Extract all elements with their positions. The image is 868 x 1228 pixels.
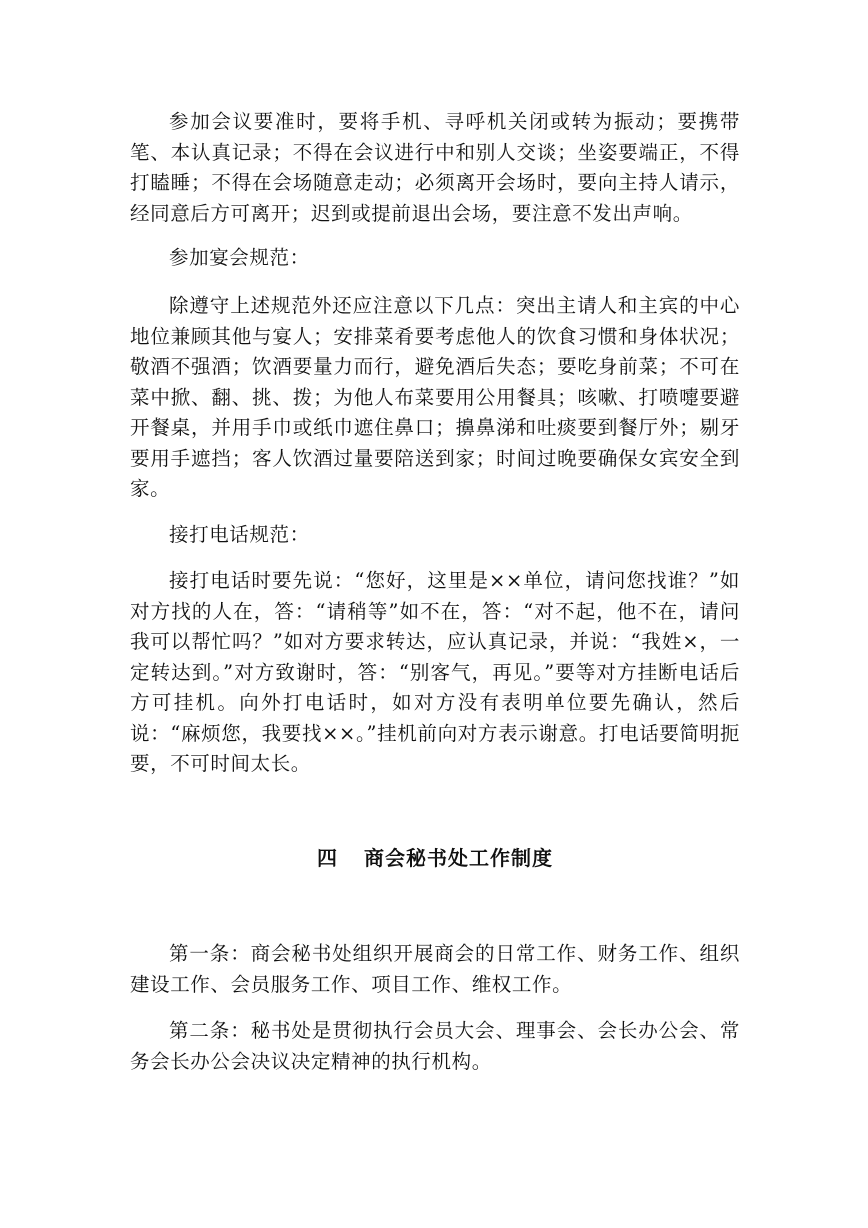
paragraph-banquet-title: 参加宴会规范：	[169, 246, 310, 269]
paragraph-phone-title: 接打电话规范：	[169, 523, 310, 546]
section-number: 四	[317, 846, 338, 870]
section-title: 商会秘书处工作制度	[364, 846, 553, 870]
paragraph-banquet-rules: 除遵守上述规范外还应注意以下几点：突出主请人和主宾的中心地位兼顾其他与宴人；安排菜肴要考虑他人的饮食习惯和身体状况；敬酒不强酒；饮酒要量力而行，避免酒后失态；要吃身前菜；不可在菜中掀、翻、挑、拨；为他人布菜要用公用餐具；咳嗽、打喷嚏要避开餐桌，并用手巾或纸巾遮住鼻口；擤鼻涕和吐痰要到餐厅外；剔牙要用手遮挡；客人饮酒过量要陪送到家；时间过晚要确保女宾安全到家。	[130, 294, 740, 500]
paragraph-article-1: 第一条：商会秘书处组织开展商会的日常工作、财务工作、组织建设工作、会员服务工作、项目工作、维权工作。	[130, 942, 740, 996]
section-heading	[130, 843, 740, 873]
paragraph-article-2: 第二条：秘书处是贯彻执行会员大会、理事会、会长办公会、常务会长办公会决议决定精神的执行机构。	[130, 1019, 740, 1073]
paragraph-meeting-rules: 参加会议要准时，要将手机、寻呼机关闭或转为振动；要携带笔、本认真记录；不得在会议进行中和别人交谈；坐姿要端正，不得打瞌睡；不得在会场随意走动；必须离开会场时，要向主持人请示，经同意后方可离开；迟到或提前退出会场，要注意不发出声响。	[130, 110, 740, 225]
paragraph-phone-rules: 接打电话时要先说：“您好，这里是××单位，请问您找谁？”如对方找的人在，答：“请稍等”如不在，答：“对不起，他不在，请问我可以帮忙吗？”如对方要求转达，应认真记录，并说：“我姓×，一定转达到。”对方致谢时，答：“别客气，再见。”要等对方挂断电话后方可挂机。向外打电话时，如对方没有表明单位要先确认，然后说：“麻烦您，我要找××。”挂机前向对方表示谢意。打电话要简明扼要，不可时间太长。	[130, 569, 740, 775]
